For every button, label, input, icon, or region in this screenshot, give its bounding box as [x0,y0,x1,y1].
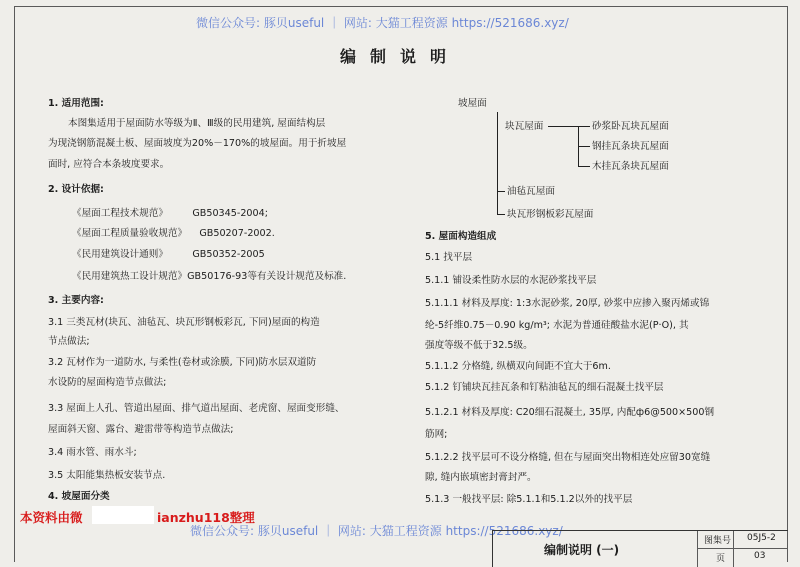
section-3-line-2: 节点做法; [48,336,90,347]
tree-branch-1-connector [548,126,578,127]
section-5-line-7: 5.1.2 钉铺块瓦挂瓦条和钉粘油毡瓦的细石混凝土找平层 [425,382,664,393]
section-2-line-1: 《屋面工程技术规范》 GB50345-2004; [72,208,268,219]
note-suffix: ianzhu118整理 [157,510,255,525]
page-value: 03 [754,551,766,561]
tree-branch-3: 块瓦形钢板彩瓦屋面 [507,209,594,220]
section-2-line-4: 《民用建筑热工设计规范》GB50176-93等有关设计规范及标准. [72,271,347,282]
atlas-number-label: 图集号 [704,536,732,546]
title-block [492,530,788,567]
section-3-line-6: 屋面斜天窗、露台、避雷带等构造节点做法; [48,424,234,435]
atlas-number-value: 05J5-2 [747,533,776,543]
section-1-line-1: 本图集适用于屋面防水等级为Ⅱ、Ⅲ级的民用建筑, 屋面结构层 [68,118,326,129]
tree-leaf-1: 砂浆卧瓦块瓦屋面 [592,121,669,132]
page-title: 编制说明 [340,47,461,66]
section-3-line-4: 水设防的屋面构造节点做法; [48,377,167,388]
watermark-bottom: 微信公众号: 豚贝useful ｜ 网站: 大猫工程资源 https://521686.xyz/ [190,524,563,538]
section-2-line-3: 《民用建筑设计通则》 GB50352-2005 [72,249,265,260]
section-3-line-7: 3.4 雨水管、雨水斗; [48,447,137,458]
tree-branch-2: 油毡瓦屋面 [507,186,555,197]
frame-top-border [14,6,788,7]
section-5-line-10: 5.1.2.2 找平层可不设分格缝, 但在与屋面突出物相连处应留30宽缝 [425,452,711,463]
tree-branch-1: 块瓦屋面 [505,121,544,132]
section-5-line-1: 5.1 找平层 [425,252,473,263]
tree-branch-3-connector [497,214,505,215]
section-5-heading: 5. 屋面构造组成 [425,231,497,242]
tree-branch-2-connector [497,191,505,192]
section-3-line-8: 3.5 太阳能集热板安装节点. [48,470,166,481]
section-1-heading: 1. 适用范围: [48,98,104,109]
section-5-line-9: 筋网; [425,429,448,440]
note-prefix: 本资料由微 [20,510,83,525]
page-label: 页 [716,554,726,564]
tree-leaf-3: 木挂瓦条块瓦屋面 [592,161,669,172]
frame-left-border [14,6,15,562]
tree-leaf-2: 钢挂瓦条块瓦屋面 [592,141,669,152]
tree-sub-connector-3 [578,166,590,167]
section-2-heading: 2. 设计依据: [48,184,104,195]
section-3-line-3: 3.2 瓦材作为一道防水, 与柔性(卷材或涂膜, 下同)防水层双道防 [48,357,317,368]
section-5-line-12: 5.1.3 一般找平层: 除5.1.1和5.1.2以外的找平层 [425,494,633,505]
section-2-line-2: 《屋面工程质量验收规范》 GB50207-2002. [72,228,275,239]
section-3-heading: 3. 主要内容: [48,295,104,306]
section-5-line-8: 5.1.2.1 材料及厚度: C20细石混凝土, 35厚, 内配ф6@500×500钢 [425,407,715,418]
section-5-line-3: 5.1.1.1 材料及厚度: 1:3水泥砂浆, 20厚, 砂浆中应掺入聚丙烯或锦 [425,298,710,309]
watermark-top: 微信公众号: 豚贝useful ｜ 网站: 大猫工程资源 https://521686.xyz/ [196,16,569,30]
section-5-line-4: 纶-5纤维0.75－0.90 kg/m³; 水泥为普通硅酸盐水泥(P·O), 其 [425,320,689,331]
section-3-line-5: 3.3 屋面上人孔、管道出屋面、排气道出屋面、老虎窗、屋面变形缝、 [48,403,345,414]
section-1-line-2: 为现浇钢筋混凝土板、屋面坡度为20%－170%的坡屋面。用于折坡屋 [48,138,347,149]
drawing-title: 编制说明 (一) [544,543,620,557]
section-3-line-1: 3.1 三类瓦材(块瓦、油毡瓦、块瓦形钢板彩瓦, 下同)屋面的构造 [48,317,320,328]
tree-sub-connector-2 [578,146,590,147]
frame-right-border [787,6,788,562]
section-5-line-2: 5.1.1 铺设柔性防水层的水泥砂浆找平层 [425,275,597,286]
tree-root: 坡屋面 [458,98,487,109]
section-1-line-3: 面时, 应符合本条坡度要求。 [48,159,170,170]
tree-trunk-line [497,112,498,215]
section-4-heading: 4. 坡屋面分类 [48,491,110,502]
tree-sub-connector-1 [578,126,590,127]
section-5-line-6: 5.1.1.2 分格缝, 纵横双向间距不宜大于6m. [425,361,611,372]
section-5-line-11: 隙, 缝内嵌填密封膏封严。 [425,472,537,483]
section-5-line-5: 强度等级不低于32.5级。 [425,340,533,351]
redaction-box [92,506,154,524]
